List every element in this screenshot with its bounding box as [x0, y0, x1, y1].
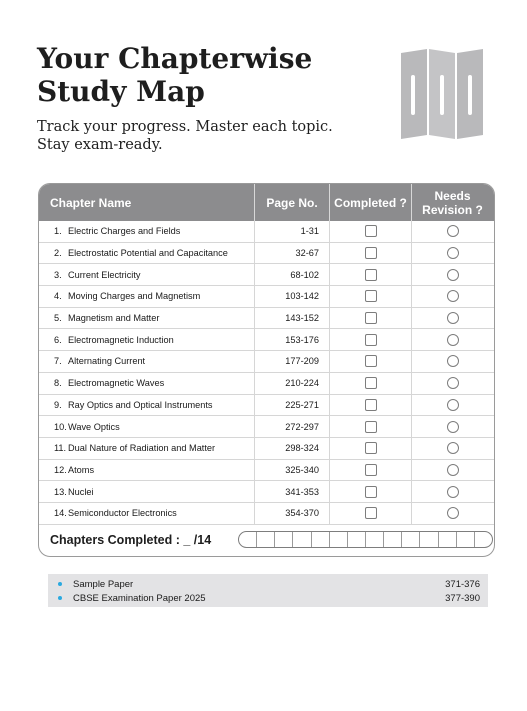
- chapter-name: Alternating Current: [68, 356, 146, 367]
- chapter-name: Semiconductor Electronics: [68, 508, 177, 519]
- map-icon: [401, 49, 483, 139]
- table-row: [39, 351, 494, 373]
- chapter-name: Wave Optics: [68, 421, 120, 432]
- needs-revision-radio[interactable]: [447, 377, 459, 389]
- completed-cell: [330, 243, 412, 264]
- table-row: [39, 243, 494, 265]
- completed-cell: [330, 221, 412, 242]
- chapter-number: 8.: [54, 378, 62, 389]
- chapter-cell: [39, 395, 255, 416]
- completed-cell: [330, 286, 412, 307]
- completed-checkbox[interactable]: [365, 486, 377, 498]
- chapter-number: 12.: [54, 464, 67, 475]
- revision-cell: [412, 373, 493, 394]
- progress-cell[interactable]: [257, 532, 275, 547]
- progress-cell[interactable]: [475, 532, 492, 547]
- table-row: [39, 329, 494, 351]
- extra-item: [58, 577, 480, 591]
- needs-revision-radio[interactable]: [447, 464, 459, 476]
- header-completed: Completed ?: [330, 184, 412, 221]
- extra-papers-box: [48, 574, 488, 607]
- title-line-2: Study Map: [37, 75, 205, 108]
- extra-label: Sample Paper: [73, 578, 134, 590]
- page-range: 143-152: [255, 308, 330, 329]
- revision-cell: [412, 416, 493, 437]
- revision-cell: [412, 308, 493, 329]
- progress-cell[interactable]: [402, 532, 420, 547]
- chapter-name: Moving Charges and Magnetism: [68, 291, 201, 302]
- header-chapter-name: Chapter Name: [39, 184, 255, 221]
- completed-cell: [330, 481, 412, 502]
- needs-revision-radio[interactable]: [447, 312, 459, 324]
- progress-cell[interactable]: [330, 532, 348, 547]
- chapter-cell: [39, 264, 255, 285]
- needs-revision-radio[interactable]: [447, 355, 459, 367]
- chapter-number: 2.: [54, 248, 62, 259]
- completed-checkbox[interactable]: [365, 377, 377, 389]
- needs-revision-radio[interactable]: [447, 225, 459, 237]
- chapter-cell: [39, 329, 255, 350]
- needs-revision-radio[interactable]: [447, 269, 459, 281]
- header-revision-line-2: Revision ?: [422, 202, 483, 217]
- completed-cell: [330, 308, 412, 329]
- needs-revision-radio[interactable]: [447, 442, 459, 454]
- chapter-cell: [39, 351, 255, 372]
- table-row: [39, 438, 494, 460]
- chapter-cell: [39, 416, 255, 437]
- chapter-name: Current Electricity: [68, 269, 141, 280]
- page-range: 272-297: [255, 416, 330, 437]
- table-row: [39, 481, 494, 503]
- chapter-name: Ray Optics and Optical Instruments: [68, 399, 213, 410]
- completed-checkbox[interactable]: [365, 290, 377, 302]
- chapter-number: 4.: [54, 291, 62, 302]
- chapter-cell: [39, 503, 255, 524]
- chapter-name: Electromagnetic Induction: [68, 334, 174, 345]
- table-row: [39, 503, 494, 525]
- progress-cell[interactable]: [275, 532, 293, 547]
- needs-revision-radio[interactable]: [447, 290, 459, 302]
- completed-cell: [330, 329, 412, 350]
- chapter-number: 7.: [54, 356, 62, 367]
- title-line-1: Your Chapterwise: [37, 42, 313, 75]
- completed-checkbox[interactable]: [365, 334, 377, 346]
- page-range: 103-142: [255, 286, 330, 307]
- page-title: [37, 42, 367, 108]
- page-subtitle: [37, 118, 377, 154]
- progress-cell[interactable]: [439, 532, 457, 547]
- page-range: 1-31: [255, 221, 330, 242]
- chapter-number: 6.: [54, 334, 62, 345]
- needs-revision-radio[interactable]: [447, 334, 459, 346]
- revision-cell: [412, 351, 493, 372]
- page-range: 341-353: [255, 481, 330, 502]
- needs-revision-radio[interactable]: [447, 421, 459, 433]
- chapter-cell: [39, 308, 255, 329]
- chapter-cell: [39, 481, 255, 502]
- progress-cell[interactable]: [348, 532, 366, 547]
- chapter-cell: [39, 438, 255, 459]
- page-range: 325-340: [255, 460, 330, 481]
- subtitle-line-2: Stay exam-ready.: [37, 137, 163, 153]
- revision-cell: [412, 395, 493, 416]
- chapter-name: Dual Nature of Radiation and Matter: [68, 443, 216, 454]
- completed-cell: [330, 416, 412, 437]
- chapter-cell: [39, 286, 255, 307]
- page-range: 32-67: [255, 243, 330, 264]
- header-needs-revision: [412, 184, 493, 221]
- completed-checkbox[interactable]: [365, 507, 377, 519]
- completed-checkbox[interactable]: [365, 312, 377, 324]
- chapter-number: 10.: [54, 421, 67, 432]
- table-row: [39, 395, 494, 417]
- study-map-table: [38, 183, 495, 557]
- completed-checkbox[interactable]: [365, 442, 377, 454]
- extra-pages: 377-390: [445, 592, 480, 604]
- completed-cell: [330, 503, 412, 524]
- chapter-name: Nuclei: [68, 486, 94, 497]
- extra-item: [58, 591, 480, 605]
- chapter-cell: [39, 221, 255, 242]
- table-row: [39, 221, 494, 243]
- chapter-name: Electric Charges and Fields: [68, 226, 181, 237]
- chapter-name: Electromagnetic Waves: [68, 378, 165, 389]
- chapter-name: Electrostatic Potential and Capacitance: [68, 248, 228, 259]
- needs-revision-radio[interactable]: [447, 486, 459, 498]
- extra-label: CBSE Examination Paper 2025: [73, 592, 206, 604]
- progress-cell[interactable]: [457, 532, 475, 547]
- completed-checkbox[interactable]: [365, 247, 377, 259]
- completed-checkbox[interactable]: [365, 464, 377, 476]
- revision-cell: [412, 264, 493, 285]
- chapter-name: Atoms: [68, 464, 95, 475]
- progress-cell[interactable]: [239, 532, 257, 547]
- revision-cell: [412, 438, 493, 459]
- page-range: 177-209: [255, 351, 330, 372]
- chapter-cell: [39, 243, 255, 264]
- completed-cell: [330, 264, 412, 285]
- chapters-completed-label: Chapters Completed : _ /14: [50, 532, 212, 547]
- header-revision-line-1: Needs: [434, 188, 471, 203]
- table-header: [39, 184, 494, 221]
- page-range: 153-176: [255, 329, 330, 350]
- page-range: 210-224: [255, 373, 330, 394]
- progress-tracker[interactable]: [238, 531, 493, 548]
- table-body: [39, 221, 494, 525]
- completed-cell: [330, 460, 412, 481]
- table-row: [39, 264, 494, 286]
- revision-cell: [412, 481, 493, 502]
- completed-cell: [330, 395, 412, 416]
- completed-cell: [330, 351, 412, 372]
- header-page-no: Page No.: [255, 184, 330, 221]
- revision-cell: [412, 243, 493, 264]
- completed-cell: [330, 438, 412, 459]
- completed-checkbox[interactable]: [365, 225, 377, 237]
- chapter-name: Magnetism and Matter: [68, 313, 160, 324]
- chapter-number: 9.: [54, 399, 62, 410]
- completed-checkbox[interactable]: [365, 399, 377, 411]
- revision-cell: [412, 221, 493, 242]
- page-range: 68-102: [255, 264, 330, 285]
- progress-cell[interactable]: [420, 532, 438, 547]
- chapter-number: 14.: [54, 508, 67, 519]
- page-range: 298-324: [255, 438, 330, 459]
- revision-cell: [412, 503, 493, 524]
- needs-revision-radio[interactable]: [447, 507, 459, 519]
- page-range: 354-370: [255, 503, 330, 524]
- progress-cell[interactable]: [384, 532, 402, 547]
- chapter-number: 5.: [54, 313, 62, 324]
- table-row: [39, 460, 494, 482]
- progress-cell[interactable]: [312, 532, 330, 547]
- revision-cell: [412, 329, 493, 350]
- table-row: [39, 373, 494, 395]
- subtitle-line-1: Track your progress. Master each topic.: [37, 119, 333, 135]
- page-range: 225-271: [255, 395, 330, 416]
- needs-revision-radio[interactable]: [447, 399, 459, 411]
- chapter-number: 13.: [54, 486, 67, 497]
- table-row: [39, 286, 494, 308]
- revision-cell: [412, 460, 493, 481]
- bullet-icon: [58, 582, 62, 586]
- revision-cell: [412, 286, 493, 307]
- chapter-cell: [39, 460, 255, 481]
- chapters-completed-row: [39, 525, 494, 555]
- extra-pages: 371-376: [445, 578, 480, 590]
- chapter-number: 3.: [54, 269, 62, 280]
- chapter-number: 11.: [54, 443, 67, 454]
- progress-cell[interactable]: [366, 532, 384, 547]
- table-row: [39, 308, 494, 330]
- completed-checkbox[interactable]: [365, 269, 377, 281]
- completed-cell: [330, 373, 412, 394]
- chapter-number: 1.: [54, 226, 62, 237]
- table-row: [39, 416, 494, 438]
- completed-checkbox[interactable]: [365, 421, 377, 433]
- bullet-icon: [58, 596, 62, 600]
- chapter-cell: [39, 373, 255, 394]
- completed-checkbox[interactable]: [365, 355, 377, 367]
- progress-cell[interactable]: [293, 532, 311, 547]
- needs-revision-radio[interactable]: [447, 247, 459, 259]
